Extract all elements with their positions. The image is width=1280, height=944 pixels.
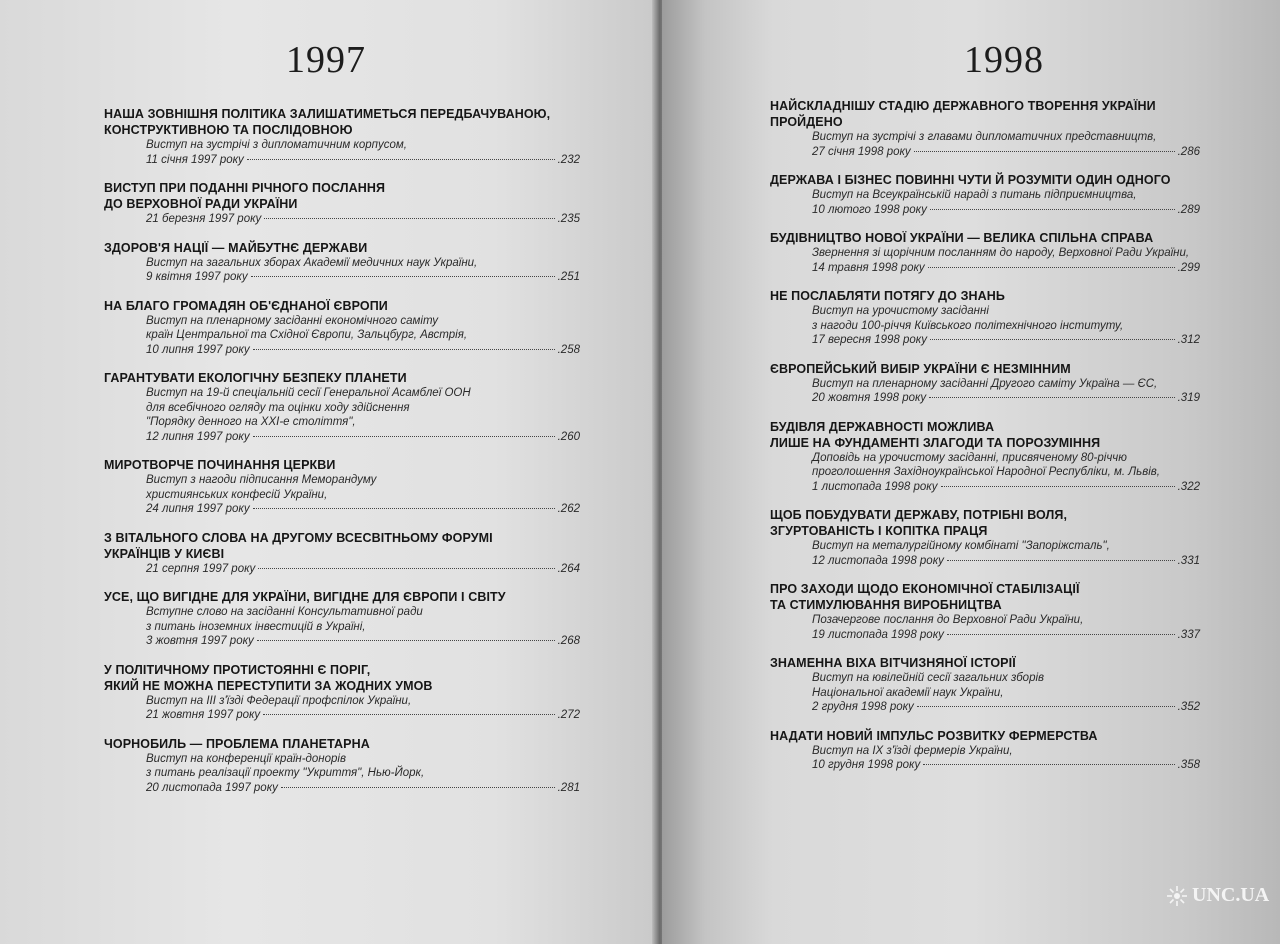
watermark [1166, 884, 1269, 907]
dot-leader [253, 349, 555, 350]
entry-date: 17 вересня 1998 року [812, 334, 927, 346]
dot-leader [917, 706, 1175, 707]
toc-entry [104, 662, 580, 723]
entry-title: УСЕ, ЩО ВИГІДНЕ ДЛЯ УКРАЇНИ, ВИГІДНЕ ДЛЯ ЄВРОПИ І СВІТУ [104, 590, 506, 604]
dot-leader [928, 267, 1175, 268]
page-number: .331 [1177, 554, 1200, 567]
entry-title: НА БЛАГО ГРОМАДЯН ОБ'ЄДНАНОЇ ЄВРОПИ [104, 298, 388, 313]
entry-description: Виступ на ювілейній сесії загальних зборів [812, 672, 1045, 684]
entry-title: ЄВРОПЕЙСЬКИЙ ВИБІР УКРАЇНИ Є НЕЗМІННИМ [770, 361, 1071, 376]
dot-leader [947, 560, 1175, 561]
dot-leader [947, 634, 1175, 635]
toc-list [770, 98, 1200, 786]
entry-date: 21 серпня 1997 року [146, 562, 256, 575]
entry-description: Виступ на зустрічі з главами дипломатичних представництв, [812, 131, 1157, 143]
page-number: .352 [1177, 701, 1200, 713]
entry-date-line [812, 203, 1200, 218]
entry-date-line [812, 145, 1200, 160]
entry-title: НАША ЗОВНІШНЯ ПОЛІТИКА ЗАЛИШАТИМЕТЬСЯ ПЕРЕДБАЧУВАНОЮ, [104, 107, 551, 121]
page-number: .258 [557, 343, 580, 356]
entry-description: Звернення зі щорічним посланням до народу, Верховної Ради України, [812, 247, 1190, 259]
entry-date: 20 жовтня 1998 року [812, 392, 927, 404]
dot-leader [263, 714, 554, 715]
toc-entry [770, 230, 1200, 275]
dot-leader [941, 486, 1175, 487]
toc-entry [770, 581, 1200, 642]
toc-entry [770, 361, 1200, 406]
entry-date: 10 грудня 1998 року [812, 759, 921, 771]
year-heading: 1997 [286, 39, 366, 81]
entry-description: для всебічного огляду та оцінки ходу здійснення [146, 401, 410, 414]
page-number: .235 [557, 213, 580, 225]
page-number: .251 [557, 271, 580, 283]
toc-entry [770, 288, 1200, 348]
toc-entry [104, 457, 580, 517]
entry-date-line [146, 781, 580, 796]
page-number: .260 [557, 430, 580, 443]
toc-entry [104, 180, 580, 227]
entry-date: 11 січня 1997 року [146, 153, 244, 166]
toc-entry [104, 370, 580, 444]
entry-description: Виступ на Всеукраїнській нараді з питань підприємництва, [812, 189, 1137, 201]
entry-description: з питань іноземних інвестицій в Україні, [146, 620, 366, 633]
entry-date-line [812, 700, 1200, 715]
dot-leader [258, 568, 554, 569]
toc-entry [104, 298, 580, 358]
entry-title: ДО ВЕРХОВНОЇ РАДИ УКРАЇНИ [104, 197, 298, 211]
toc-entry [104, 106, 580, 167]
entry-title: КОНСТРУКТИВНОЮ ТА ПОСЛІДОВНОЮ [104, 123, 353, 137]
toc-entry [104, 589, 580, 649]
entry-description: Виступ на зустрічі з дипломатичним корпусом, [146, 139, 407, 151]
entry-description: Виступ на пленарному засіданні Другого саміту Україна — ЄС, [812, 377, 1158, 390]
entry-title: НЕ ПОСЛАБЛЯТИ ПОТЯГУ ДО ЗНАНЬ [770, 289, 1005, 303]
entry-date-line [146, 153, 580, 168]
entry-date-line [146, 212, 580, 227]
entry-title: ЗДОРОВ'Я НАЦІЇ — МАЙБУТНЄ ДЕРЖАВИ [104, 240, 368, 255]
entry-title: МИРОТВОРЧЕ ПОЧИНАННЯ ЦЕРКВИ [104, 458, 336, 472]
entry-date: 12 липня 1997 року [146, 430, 250, 443]
entry-title: ЩОБ ПОБУДУВАТИ ДЕРЖАВУ, ПОТРІБНІ ВОЛЯ, [770, 508, 1068, 522]
page-number: .358 [1177, 759, 1200, 771]
entry-title: НАДАТИ НОВИЙ ІМПУЛЬС РОЗВИТКУ ФЕРМЕРСТВА [770, 728, 1098, 743]
sun-icon [1166, 885, 1188, 907]
entry-description: з нагоди 100-річчя Київського політехнічного інституту, [812, 319, 1124, 332]
entry-description: християнських конфесій України, [146, 488, 328, 501]
toc-entry [770, 98, 1200, 159]
entry-title: ЗГУРТОВАНІСТЬ І КОПІТКА ПРАЦЯ [770, 524, 988, 538]
entry-date: 27 січня 1998 року [812, 145, 911, 158]
entry-description: Виступ на загальних зборах Академії медичних наук України, [146, 256, 478, 269]
entry-description: Виступ на металургійному комбінаті "Запоріжсталь", [812, 540, 1110, 552]
entry-title: ВИСТУП ПРИ ПОДАННІ РІЧНОГО ПОСЛАННЯ [104, 181, 386, 195]
toc-entry [770, 507, 1200, 568]
toc-entry [770, 728, 1200, 773]
dot-leader [914, 151, 1175, 152]
dot-leader [247, 159, 555, 160]
entry-date-line [146, 430, 580, 445]
entry-date-line [812, 554, 1200, 569]
entry-title: БУДІВНИЦТВО НОВОЇ УКРАЇНИ — ВЕЛИКА СПІЛЬНА СПРАВА [770, 231, 1154, 245]
entry-date-line [812, 391, 1200, 406]
entry-date: 19 листопада 1998 року [812, 628, 944, 641]
page-number: .268 [557, 635, 580, 647]
entry-title: ЧОРНОБИЛЬ — ПРОБЛЕМА ПЛАНЕТАРНА [104, 736, 370, 751]
dot-leader [281, 787, 555, 788]
toc-entry [104, 530, 580, 577]
entry-date: 12 листопада 1998 року [812, 554, 944, 567]
entry-description: Доповідь на урочистому засіданні, присвяченому 80-річчю [812, 451, 1127, 464]
entry-date-line [812, 333, 1200, 348]
entry-description: Виступ на ІХ з'їзді фермерів України, [812, 744, 1013, 757]
page-number: .299 [1177, 261, 1200, 274]
dot-leader [930, 209, 1175, 210]
page-number: .289 [1177, 203, 1200, 216]
page-number: .281 [557, 781, 580, 794]
entry-date: 20 листопада 1997 року [146, 781, 278, 794]
entry-description: країн Центральної та Східної Європи, Зальцбург, Австрія, [146, 329, 468, 341]
page-number: .286 [1177, 145, 1200, 158]
entry-date-line [812, 480, 1200, 495]
entry-title: БУДІВЛЯ ДЕРЖАВНОСТІ МОЖЛИВА [770, 419, 995, 434]
entry-date: 14 травня 1998 року [812, 261, 925, 274]
entry-title: ЯКИЙ НЕ МОЖНА ПЕРЕСТУПИТИ ЗА ЖОДНИХ УМОВ [104, 678, 433, 693]
entry-date-line [146, 634, 580, 649]
entry-description: Виступ на ІІІ з'їзді Федерації профспілок України, [146, 694, 412, 707]
toc-list [104, 106, 580, 808]
year-heading: 1998 [964, 39, 1044, 81]
page-number: .319 [1177, 392, 1200, 404]
entry-description: Виступ на пленарному засіданні економічного саміту [146, 314, 439, 327]
toc-entry [770, 655, 1200, 715]
right-page [662, 0, 1280, 944]
entry-description: "Порядку денного на ХХІ-е століття", [146, 416, 356, 428]
dot-leader [251, 276, 555, 277]
dot-leader [257, 640, 555, 641]
entry-date-line [146, 708, 580, 723]
entry-date: 3 жовтня 1997 року [146, 635, 254, 647]
entry-title: НАЙСКЛАДНІШУ СТАДІЮ ДЕРЖАВНОГО ТВОРЕННЯ УКРАЇНИ ПРОЙДЕНО [770, 99, 1156, 129]
entry-date: 10 лютого 1998 року [812, 203, 927, 216]
toc-entry [770, 172, 1200, 217]
page-number: .272 [557, 709, 580, 721]
entry-date: 10 липня 1997 року [146, 343, 250, 356]
entry-title: ДЕРЖАВА І БІЗНЕС ПОВИННІ ЧУТИ Й РОЗУМІТИ ОДИН ОДНОГО [770, 173, 1171, 187]
entry-description: Вступне слово на засіданні Консультативної ради [146, 606, 423, 618]
entry-title: ПРО ЗАХОДИ ЩОДО ЕКОНОМІЧНОЇ СТАБІЛІЗАЦІЇ [770, 582, 1080, 596]
page-number: .232 [557, 153, 580, 166]
entry-date: 1 листопада 1998 року [812, 480, 938, 493]
entry-title: ЗНАМЕННА ВІХА ВІТЧИЗНЯНОЇ ІСТОРІЇ [770, 656, 1016, 670]
entry-date: 21 жовтня 1997 року [146, 709, 261, 721]
entry-title: ТА СТИМУЛЮВАННЯ ВИРОБНИЦТВА [770, 598, 1002, 612]
entry-date-line [146, 562, 580, 577]
entry-description: Національної академії наук України, [812, 686, 1004, 699]
entry-date: 9 квітня 1997 року [146, 271, 248, 283]
dot-leader [253, 436, 555, 437]
dot-leader [923, 764, 1174, 765]
page-number: .262 [557, 503, 580, 515]
entry-date-line [146, 343, 580, 358]
entry-description: Виступ на конференції країн-донорів [146, 752, 346, 765]
entry-date-line [812, 261, 1200, 276]
entry-description: Виступ на урочистому засіданні [812, 305, 989, 317]
page-number: .337 [1177, 628, 1200, 641]
toc-entry [104, 240, 580, 285]
entry-date: 21 березня 1997 року [146, 213, 262, 225]
entry-description: з питань реалізації проекту "Укриття", Нью-Йорк, [146, 767, 425, 779]
entry-date: 2 грудня 1998 року [812, 701, 914, 713]
dot-leader [930, 339, 1175, 340]
entry-title: З ВІТАЛЬНОГО СЛОВА НА ДРУГОМУ ВСЕСВІТНЬОМУ ФОРУМІ [104, 530, 493, 545]
page-number: .312 [1177, 334, 1200, 346]
page-number: .264 [557, 562, 580, 575]
dot-leader [264, 218, 554, 219]
entry-description: Виступ з нагоди підписання Меморандуму [146, 474, 377, 486]
entry-date-line [146, 502, 580, 517]
entry-title: У ПОЛІТИЧНОМУ ПРОТИСТОЯННІ Є ПОРІГ, [104, 662, 371, 677]
entry-date-line [812, 758, 1200, 773]
watermark-text: UNC.UA [1192, 884, 1270, 906]
entry-date-line [812, 628, 1200, 643]
entry-date: 24 липня 1997 року [146, 503, 250, 515]
entry-title: ЛИШЕ НА ФУНДАМЕНТІ ЗЛАГОДИ ТА ПОРОЗУМІННЯ [770, 435, 1101, 450]
page-number: .322 [1177, 480, 1200, 493]
entry-description: проголошення Західноукраїнської Народної Республіки, м. Львів, [812, 466, 1160, 478]
entry-description: Виступ на 19-й спеціальній сесії Генеральної Асамблеї ООН [146, 387, 471, 399]
toc-entry [770, 419, 1200, 495]
dot-leader [929, 397, 1174, 398]
dot-leader [253, 508, 555, 509]
entry-date-line [146, 270, 580, 285]
entry-title: УКРАЇНЦІВ У КИЄВІ [104, 546, 225, 561]
entry-description: Позачергове послання до Верховної Ради України, [812, 614, 1084, 626]
toc-entry [104, 736, 580, 796]
entry-title: ГАРАНТУВАТИ ЕКОЛОГІЧНУ БЕЗПЕКУ ПЛАНЕТИ [104, 371, 407, 385]
